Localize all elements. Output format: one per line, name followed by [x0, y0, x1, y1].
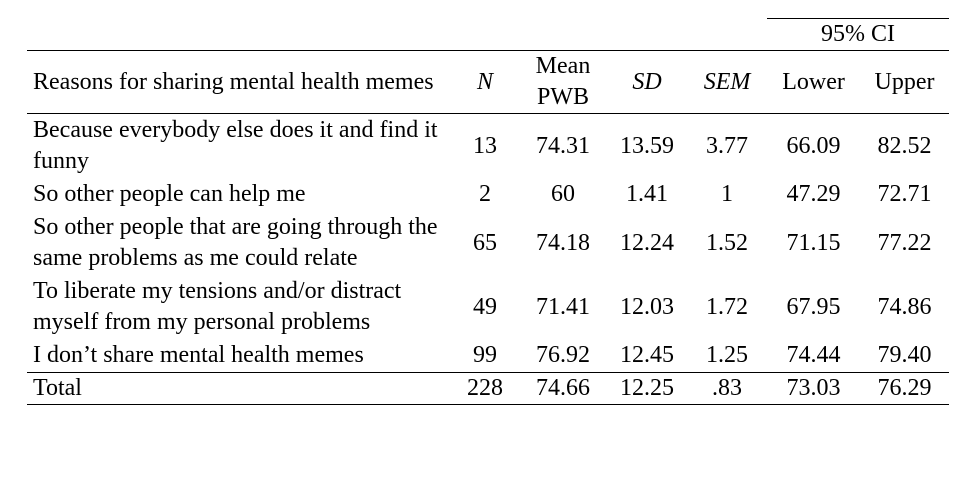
total-n: 228 [451, 373, 519, 405]
row-n: 49 [473, 293, 497, 320]
row-upper: 82.52 [877, 132, 932, 159]
total-upper: 76.29 [860, 373, 949, 405]
total-lower: 73.03 [767, 373, 860, 405]
table-row [27, 339, 949, 373]
row-reason: Because everybody else does it and find it funny [33, 117, 438, 174]
row-n: 99 [473, 342, 497, 368]
row-reason: So other people that are going through the same problems as me could relate [33, 214, 438, 271]
row-sem: 1.72 [706, 293, 749, 320]
col-header-mean: Mean PWB [519, 51, 607, 114]
row-lower: 74.44 [786, 342, 841, 368]
row-sd: 12.03 [620, 293, 674, 320]
row-upper: 72.71 [877, 181, 932, 207]
row-mean: 76.92 [536, 342, 590, 368]
ci-header: 95% CI [767, 19, 949, 51]
row-reason: So other people can help me [33, 181, 306, 207]
row-lower: 71.15 [786, 229, 841, 256]
col-header-sem: SEM [687, 51, 767, 114]
row-lower: 66.09 [786, 132, 841, 159]
row-n: 2 [479, 181, 491, 207]
row-upper: 74.86 [877, 293, 932, 320]
total-mean: 74.66 [519, 373, 607, 405]
row-sem: 1 [721, 181, 734, 207]
row-sd: 12.24 [620, 229, 674, 256]
total-sd: 12.25 [607, 373, 687, 405]
col-header-lower: Lower [767, 51, 860, 114]
total-sem: .83 [687, 373, 767, 405]
col-header-sd: SD [607, 51, 687, 114]
row-sem: 1.25 [706, 342, 749, 368]
row-n: 13 [473, 132, 497, 159]
row-sd: 13.59 [620, 132, 674, 159]
row-upper: 79.40 [877, 342, 932, 368]
pwb-table [27, 18, 949, 405]
row-sd: 12.45 [620, 342, 674, 368]
row-reason: I don’t share mental health memes [33, 342, 364, 368]
col-header-n: N [451, 51, 519, 114]
table-row [27, 275, 949, 339]
row-mean: 60 [551, 181, 575, 207]
row-lower: 47.29 [786, 181, 841, 207]
row-mean: 74.18 [536, 229, 590, 256]
row-mean: 74.31 [536, 132, 590, 159]
row-lower: 67.95 [786, 293, 841, 320]
table-row [27, 178, 949, 211]
row-n: 65 [473, 229, 497, 256]
ci-header-row [27, 19, 949, 51]
row-reason: To liberate my tensions and/or distract myself from my personal problems [33, 278, 402, 335]
col-header-reason: Reasons for sharing mental health memes [27, 51, 451, 114]
col-header-upper: Upper [860, 51, 949, 114]
total-row [27, 373, 949, 405]
total-label: Total [27, 373, 451, 405]
row-sem: 1.52 [706, 229, 749, 256]
row-upper: 77.22 [877, 229, 932, 256]
table-row [27, 114, 949, 179]
row-sem: 3.77 [706, 132, 749, 159]
row-sd: 1.41 [626, 181, 668, 207]
row-mean: 71.41 [536, 293, 590, 320]
column-header-row [27, 51, 949, 114]
table-row [27, 211, 949, 275]
